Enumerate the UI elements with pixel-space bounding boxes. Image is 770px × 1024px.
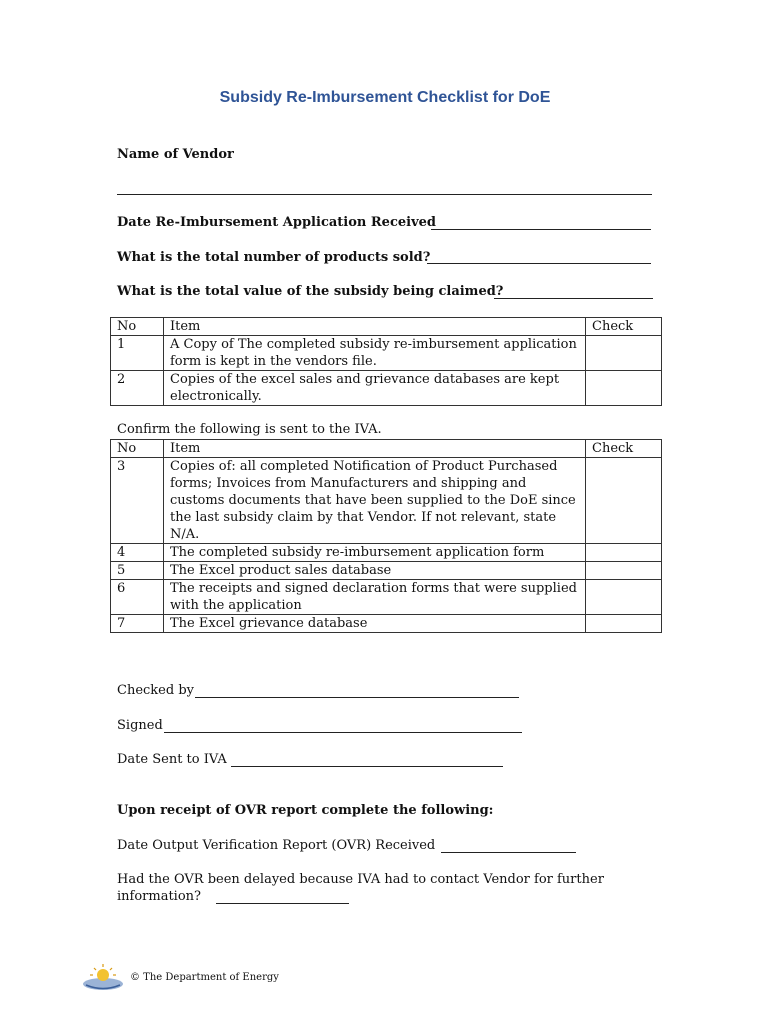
- date-sent-line[interactable]: [231, 766, 503, 767]
- header-check: Check: [586, 440, 662, 458]
- checklist-table-1: [110, 317, 662, 406]
- row-check-cell[interactable]: [586, 336, 662, 371]
- header-item: Item: [164, 318, 586, 336]
- confirm-text: Confirm the following is sent to the IVA.: [117, 422, 382, 437]
- row-no: 7: [111, 615, 164, 633]
- row-check-cell[interactable]: [586, 580, 662, 615]
- row-item: The completed subsidy re-imbursement application form: [164, 544, 586, 562]
- page-title: Subsidy Re-Imbursement Checklist for DoE: [219, 89, 551, 106]
- row-check-cell[interactable]: [586, 458, 662, 544]
- table-row: [111, 336, 662, 371]
- total-value-label: What is the total value of the subsidy being claimed?: [117, 284, 504, 299]
- row-check-cell[interactable]: [586, 371, 662, 406]
- ovr-date-label: Date Output Verification Report (OVR) Received: [117, 838, 436, 853]
- table-row: [111, 371, 662, 406]
- row-no: 4: [111, 544, 164, 562]
- date-received-label: Date Re-Imbursement Application Received: [117, 215, 436, 230]
- row-no: 6: [111, 580, 164, 615]
- checklist-table-2: [110, 439, 662, 633]
- ovr-date-line[interactable]: [441, 852, 576, 853]
- table-row: [111, 615, 662, 633]
- table-row: [111, 544, 662, 562]
- table-header-row: [111, 440, 662, 458]
- total-products-label: What is the total number of products sold?: [117, 250, 431, 265]
- total-value-line[interactable]: [494, 298, 653, 299]
- row-item: The Excel grievance database: [164, 615, 586, 633]
- row-item: A Copy of The completed subsidy re-imbursement application form is kept in the vendors file.: [164, 336, 586, 371]
- row-no: 1: [111, 336, 164, 371]
- header-no: No: [111, 440, 164, 458]
- row-item: The receipts and signed declaration forms that were supplied with the application: [164, 580, 586, 615]
- row-no: 3: [111, 458, 164, 544]
- vendor-line[interactable]: [117, 194, 652, 195]
- signed-line[interactable]: [164, 732, 522, 733]
- table-header-row: [111, 318, 662, 336]
- header-item: Item: [164, 440, 586, 458]
- row-item: Copies of: all completed Notification of Product Purchased forms; Invoices from Manufacturers and shipping and customs documents that have been supplied to the DoE since the last subsidy claim by that Vendor. If not relevant, state N/A.: [164, 458, 586, 544]
- row-check-cell[interactable]: [586, 562, 662, 580]
- date-received-line[interactable]: [431, 229, 651, 230]
- row-item: The Excel product sales database: [164, 562, 586, 580]
- checked-by-line[interactable]: [195, 697, 519, 698]
- header-check: Check: [586, 318, 662, 336]
- ovr-delayed-label-2: information?: [117, 889, 202, 904]
- department-logo-icon: [80, 962, 126, 992]
- row-no: 2: [111, 371, 164, 406]
- table-row: [111, 562, 662, 580]
- header-no: No: [111, 318, 164, 336]
- date-sent-label: Date Sent to IVA: [117, 752, 227, 767]
- footer: [80, 962, 279, 992]
- ovr-heading: Upon receipt of OVR report complete the following:: [117, 803, 494, 818]
- table-row: [111, 580, 662, 615]
- ovr-delayed-line[interactable]: [216, 903, 349, 904]
- row-item: Copies of the excel sales and grievance databases are kept electronically.: [164, 371, 586, 406]
- row-check-cell[interactable]: [586, 615, 662, 633]
- checked-by-label: Checked by: [117, 683, 194, 698]
- row-check-cell[interactable]: [586, 544, 662, 562]
- row-no: 5: [111, 562, 164, 580]
- total-products-line[interactable]: [427, 263, 651, 264]
- ovr-delayed-label: Had the OVR been delayed because IVA had to contact Vendor for further: [117, 872, 604, 887]
- footer-copyright: © The Department of Energy: [130, 971, 279, 983]
- vendor-label: Name of Vendor: [117, 147, 234, 162]
- table-row: [111, 458, 662, 544]
- signed-label: Signed: [117, 718, 163, 733]
